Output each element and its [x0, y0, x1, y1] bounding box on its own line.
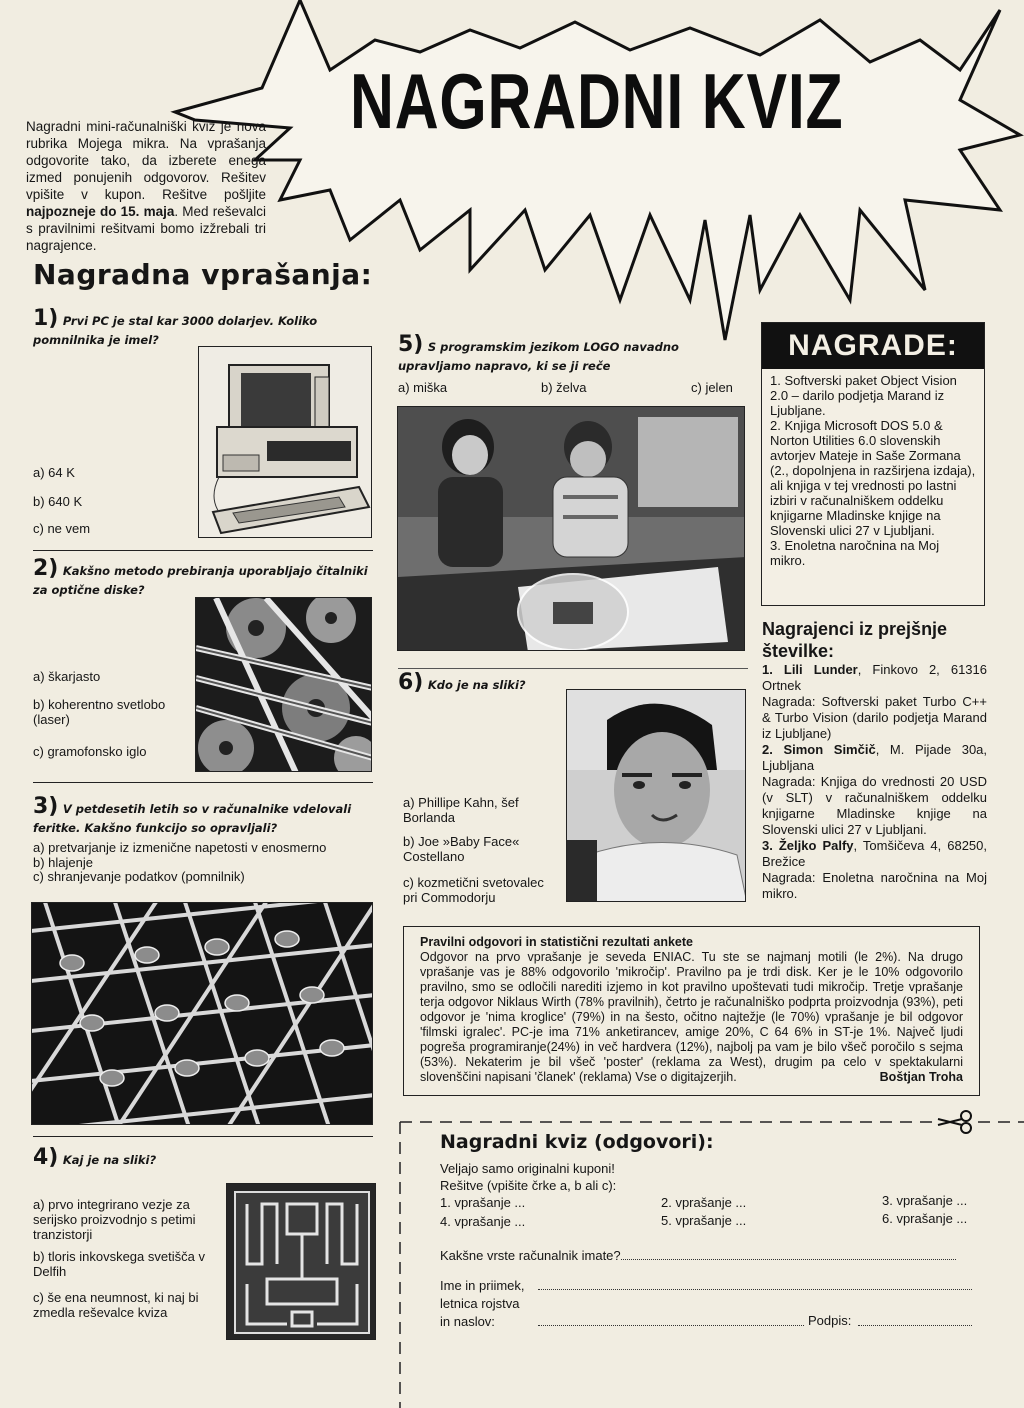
prize-item-2: 2. Knjiga Microsoft DOS 5.0 & Norton Utilities 6.0 slovenskih avtorjev Mateje in Saše Zormana (2., dopolnjena in razširjena izdaja), ali knjiga v tej vrednosti po lastni izbiri v računalniškem oddelku knjigarne Mladinske knjige na Slovenski ulici 27 v Ljubljani.	[770, 418, 976, 538]
answer-4c: c) še ena neumnost, ki naj bi zmedla reševalce kviza	[33, 1290, 199, 1320]
answer-5c: c) jelen	[691, 380, 733, 395]
winner-2: 2. Simon Simčič, M. Pijade 30a, Ljubljana	[762, 742, 988, 773]
divider	[33, 782, 373, 783]
results-body: Odgovor na prvo vprašanje je seveda ENIAC. Tu ste se najmanj motili (le 2%). Na drugo vprašanje vas je 88% odgovorilo 'mikročip'. Pravilno pa je trdi disk. Ker je le 10% odgovorilo pravilno, smo se odločili narediti izjemo in kot pravilno upoštevati tudi mikročip. Tretje vprašanje terja odgovor Niklaus Wirth (78% pravilnih), četrto je računalniško podprta proizvodnja (93%), peti odgovor je 'nima kroglice' (79%) in na šesto, očitno najtežje (le 70%) vprašanje je bil odgovor 'filmski igralec'. PC-je ima 71% anketirancev, amige 20%, C 64 6% in ST-je 1%. Največ ljudi pogreša programiranje(24%) in več hardvera (12%), najbolj pa vam je bilo všeč poročilo s sejma (53%). Nekaterim je bil všeč 'poster' (reklama za West), drugim pa celo v spektakularni slovenščini napisani 'članek' (reklama) Vse o digitajzerjih.	[420, 950, 963, 1084]
signature-label: Podpis:	[808, 1313, 852, 1328]
coupon-note-solutions: Rešitve (vpišite črke a, b ali c):	[440, 1178, 617, 1193]
question-1-header	[33, 306, 378, 349]
signature-input[interactable]	[858, 1312, 972, 1326]
winner-1: 1. Lili Lunder, Finkovo 2, 61316 Ortnek	[762, 662, 987, 693]
question-4-header	[33, 1145, 378, 1170]
answer-4b: b) tloris inkovskega svetišča v Delfih	[33, 1249, 205, 1279]
page-title: NAGRADNI KVIZ	[350, 57, 844, 145]
birth-label: letnica rojstva	[440, 1296, 520, 1311]
answer-slot-3[interactable]: 3. vprašanje ...	[882, 1193, 968, 1208]
question-number: 1)	[33, 306, 59, 331]
answer-slot-2[interactable]: 2. vprašanje ...	[661, 1195, 747, 1210]
answer-slot-4[interactable]: 4. vprašanje ...	[440, 1214, 526, 1229]
answer-3b: b) hlajenje	[33, 855, 93, 870]
results-author: Boštjan Troha	[879, 1070, 963, 1084]
winner-3-prize: Nagrada: Enoletna naročnina na Moj mikro.	[762, 870, 987, 901]
question-text: Kaj je na sliki?	[62, 1153, 157, 1167]
photo-logo-turtle	[397, 406, 745, 651]
question-5-header	[398, 332, 748, 375]
winner-3: 3. Željko Palfy, Tomšičeva 4, 68250, Brežice	[762, 838, 987, 869]
intro-text: Nagradni mini-računalniški kviz je nova rubrika Mojega mikra. Na vprašanja odgovorite tako, da izberete enega izmed ponujenih odgovorov. Rešitev vpišite v kupon. Rešitve pošljite najpozneje do 15. maja. Med reševalci s pravilnimi rešitvami bomo izžrebali tri nagrajence.	[26, 119, 266, 253]
prize-item-3: 3. Enoletna naročnina na Moj mikro.	[770, 538, 940, 568]
question-text: V petdesetih letih so v računalnike vdelovali feritke. Kakšno funkcijo so opravljali?	[33, 802, 352, 835]
winners-title: Nagrajenci iz prejšnje številke:	[762, 619, 948, 661]
photo-ibm-pc	[198, 346, 372, 538]
question-text: S programskim jezikom LOGO navadno upravljamo napravo, ki se ji reče	[398, 340, 679, 373]
divider	[398, 668, 748, 669]
question-number: 5)	[398, 332, 424, 357]
results-title: Pravilni odgovori in statistični rezultati ankete	[420, 935, 693, 949]
answer-2a: a) škarjasto	[33, 669, 101, 684]
divider	[33, 550, 373, 551]
question-2-header	[33, 556, 378, 599]
winner-2-prize: Nagrada: Knjiga do vrednosti 20 USD (v SLT) v računalniškem oddelku knjigarne Mladinske knjige na Slovenski ulici 27 v Ljubljani.	[762, 774, 987, 837]
question-number: 4)	[33, 1145, 59, 1170]
question-3-header	[33, 794, 378, 837]
computer-type-label: Kakšne vrste računalnik imate?	[440, 1248, 621, 1263]
answer-1a: a) 64 K	[33, 465, 75, 480]
answer-6a: a) Phillipe Kahn, šef Borlanda	[403, 795, 519, 825]
question-text: Prvi PC je stal kar 3000 dolarjev. Koliko pomnilnika je imel?	[33, 314, 318, 347]
divider	[33, 1136, 373, 1137]
answer-1b: b) 640 K	[33, 494, 83, 509]
address-input[interactable]	[538, 1312, 804, 1326]
answer-4a: a) prvo integrirano vezje za serijsko proizvodnjo s petimi tranzistorji	[33, 1197, 196, 1242]
address-label: in naslov:	[440, 1314, 495, 1329]
prizes-title: NAGRADE:	[762, 323, 984, 369]
computer-type-input[interactable]	[621, 1259, 956, 1260]
answer-1c: c) ne vem	[33, 521, 91, 536]
answer-slot-6[interactable]: 6. vprašanje ...	[882, 1211, 968, 1226]
answer-6c: c) kozmetični svetovalec pri Commodorju	[403, 875, 544, 905]
photo-integrated-circuit	[226, 1183, 376, 1340]
answer-2b: b) koherentno svetlobo (laser)	[33, 697, 166, 727]
answer-3a: a) pretvarjanje iz izmenične napetosti v enosmerno	[33, 840, 327, 855]
prizes-box	[761, 322, 985, 606]
prize-item-1: 1. Softverski paket Object Vision 2.0 – darilo podjetja Marand iz Ljubljane.	[770, 373, 957, 418]
name-label: Ime in priimek,	[440, 1278, 525, 1293]
answer-2c: c) gramofonsko iglo	[33, 744, 147, 759]
coupon-title: Nagradni kviz (odgovori):	[440, 1131, 714, 1153]
answer-slot-1[interactable]: 1. vprašanje ...	[440, 1195, 526, 1210]
winners-list	[762, 662, 987, 902]
photo-portrait	[566, 689, 746, 902]
scissors-icon	[936, 1110, 976, 1134]
coupon-note-originals: Veljajo samo originalni kuponi!	[440, 1161, 615, 1176]
results-box	[403, 926, 980, 1096]
question-text: Kdo je na sliki?	[427, 678, 526, 692]
question-number: 6)	[398, 670, 424, 695]
question-6-header	[398, 670, 558, 695]
question-text: Kakšno metodo prebiranja uporabljajo čitalniki za optične diske?	[33, 564, 368, 597]
photo-ferrite-core	[31, 902, 373, 1125]
name-input[interactable]	[538, 1276, 972, 1290]
answer-5b: b) želva	[541, 380, 587, 395]
winner-1-prize: Nagrada: Softverski paket Turbo C++ & Turbo Vision (darilo podjetja Marand iz Ljubljane)	[762, 694, 987, 741]
answer-6b: b) Joe »Baby Face« Costellano	[403, 834, 520, 864]
question-number: 2)	[33, 556, 59, 581]
computer-type-field[interactable]	[440, 1248, 972, 1264]
answer-slot-5[interactable]: 5. vprašanje ...	[661, 1213, 747, 1228]
answer-5a: a) miška	[398, 380, 448, 395]
section-title: Nagradna vprašanja:	[33, 258, 373, 291]
photo-optical-discs	[195, 597, 372, 772]
answer-3c: c) shranjevanje podatkov (pomnilnik)	[33, 869, 245, 884]
question-number: 3)	[33, 794, 59, 819]
